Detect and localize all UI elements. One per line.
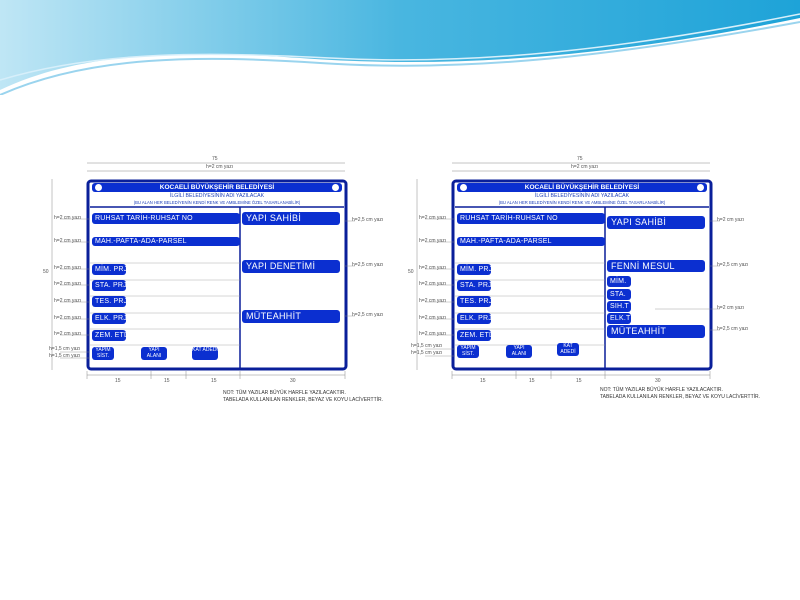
box-text: YAPI DENETİMİ [246, 261, 316, 271]
small-text: KAT ADEDİ [560, 343, 576, 355]
left-note: h=1,5 cm yazı [49, 353, 81, 359]
sub-text: STA. [610, 291, 626, 298]
header-title: KOCAELİ BÜYÜKŞEHİR BELEDİYESİ [159, 183, 275, 191]
bottom-dim: 30 [290, 378, 296, 384]
label-text: ELK. PRJ [460, 315, 492, 322]
top-dimension: 75 [577, 156, 583, 162]
side-dimension: 50 [43, 269, 49, 275]
sub-text: MİM. [610, 278, 627, 285]
left-note: h=2 cm yazı [419, 315, 447, 321]
note-line-2: TABELADA KULLANILAN RENKLER, BEYAZ VE KOYU LACİVERTTİR. [223, 397, 384, 403]
bottom-dim: 15 [164, 378, 170, 384]
field-mah-label: MAH.-PAFTA-ADA-PARSEL [460, 238, 552, 245]
label-sta-prj [92, 280, 126, 291]
small-text: YAPIM SİST. [95, 347, 111, 359]
municipality-note: (BU ALAN HER BELEDİYENİN KENDİ RENK VE AMBLEMİNE ÖZEL TASARLANABİLİR) [498, 200, 666, 205]
right-note: h=2 cm yazı [717, 305, 745, 311]
box-text: MÜTEAHHİT [246, 311, 302, 321]
small-yapim-sist [92, 347, 114, 360]
box-muteahhit [607, 325, 705, 338]
left-sign-diagram [40, 155, 400, 415]
bottom-dim: 15 [529, 378, 535, 384]
right-sign-diagram [405, 155, 765, 415]
right-note: h=2,5 cm yazı [352, 312, 384, 318]
label-mim-prj [92, 264, 126, 275]
small-text: YAPI ALANI [146, 347, 162, 359]
sub-elk [607, 313, 631, 324]
label-zem-etd [457, 330, 495, 341]
header-title: KOCAELİ BÜYÜKŞEHİR BELEDİYESİ [524, 183, 640, 191]
municipality-name: İLGİLİ BELEDİYESİNİN ADI YAZILACAK [169, 193, 265, 199]
field-ruhsat [457, 213, 605, 224]
left-note: h=2 cm yazı [419, 298, 447, 304]
field-mah [457, 237, 605, 246]
left-note: h=2 cm yazı [54, 238, 82, 244]
label-text: TES. PRJ [460, 298, 493, 305]
label-text: STA. PRJ [460, 282, 492, 289]
municipality-note: (BU ALAN HER BELEDİYENİN KENDİ RENK VE AMBLEMİNE ÖZEL TASARLANABİLİR) [133, 200, 301, 205]
label-zem-etd [92, 330, 130, 341]
box-text: FENNİ MESUL [611, 260, 675, 271]
sub-sta [607, 289, 631, 300]
left-note: h=2 cm yazı [54, 331, 82, 337]
label-mim-prj [457, 264, 491, 275]
left-note: h=2 cm yazı [419, 331, 447, 337]
label-text: TES. PRJ [95, 298, 128, 305]
sub-text: ELK.T [610, 315, 631, 322]
label-text: STA. PRJ [95, 282, 127, 289]
label-tes-prj [457, 296, 491, 307]
box-text: YAPI SAHİBİ [611, 217, 667, 227]
small-kat-adedi [557, 343, 579, 356]
left-note: h=2 cm yazı [419, 265, 447, 271]
municipality-name: İLGİLİ BELEDİYESİNİN ADI YAZILACAK [534, 193, 630, 199]
small-yapi-alani [141, 347, 167, 360]
header-bar [457, 183, 707, 192]
bottom-dim: 15 [115, 378, 121, 384]
box-text: MÜTEAHHİT [611, 326, 667, 336]
right-note: h=2,5 cm yazı [352, 262, 384, 268]
left-note: h=2 cm yazı [54, 298, 82, 304]
header-bar [92, 183, 342, 192]
right-note: h=2 cm yazı [717, 217, 745, 223]
label-sta-prj [457, 280, 491, 291]
header-wave-banner [0, 0, 800, 95]
left-note: h=2 cm yazı [419, 281, 447, 287]
box-muteahhit [242, 310, 340, 323]
left-note: h=2 cm yazı [54, 215, 82, 221]
field-ruhsat-label: RUHSAT TARİH-RUHSAT NO [95, 215, 193, 222]
box-yapi-denetimi [242, 260, 340, 273]
top-dimension: 75 [212, 156, 218, 162]
small-text: YAPIM SİST. [460, 345, 476, 357]
bottom-dim: 15 [480, 378, 486, 384]
left-note: h=2 cm yazı [54, 315, 82, 321]
left-note: h=1,5 cm yazı [411, 350, 443, 356]
bottom-dim: 15 [576, 378, 582, 384]
sub-mim [607, 276, 631, 287]
side-dimension: 50 [408, 269, 414, 275]
left-note: h=1,5 cm yazı [49, 346, 81, 352]
width-note: h=2 cm yazı [571, 164, 599, 170]
small-yapim-sist [457, 345, 479, 358]
label-text: ELK. PRJ [95, 315, 127, 322]
width-note: h=2 cm yazı [206, 164, 234, 170]
label-text: MİM. PRJ [460, 266, 493, 273]
small-yapi-alani [506, 345, 532, 358]
label-tes-prj [92, 296, 126, 307]
box-yapi-sahibi [242, 212, 340, 225]
right-note: h=2,5 cm yazı [717, 326, 749, 332]
small-text: YAPI ALANI [511, 345, 527, 357]
box-fenni-mesul [607, 260, 705, 272]
field-mah [92, 237, 240, 246]
field-ruhsat-label: RUHSAT TARİH-RUHSAT NO [460, 215, 558, 222]
left-note: h=2 cm yazı [419, 215, 447, 221]
right-note: h=2,5 cm yazı [352, 217, 384, 223]
small-kat-adedi [192, 347, 218, 360]
left-note: h=2 cm yazı [54, 281, 82, 287]
box-yapi-sahibi [607, 216, 705, 229]
field-ruhsat [92, 213, 240, 224]
label-elk-prj [92, 313, 126, 324]
left-note: h=2 cm yazı [54, 265, 82, 271]
box-text: YAPI SAHİBİ [246, 213, 302, 223]
note-line-2: TABELADA KULLANILAN RENKLER, BEYAZ VE KOYU LACİVERTTİR. [600, 394, 761, 400]
right-note: h=2,5 cm yazı [717, 262, 749, 268]
note-line-1: NOT: TÜM YAZILAR BÜYÜK HARFLE YAZILACAKTIR. [223, 390, 346, 396]
label-elk-prj [457, 313, 491, 324]
bottom-dim: 30 [655, 378, 661, 384]
left-note: h=2 cm yazı [419, 238, 447, 244]
sub-text: SIH.T [610, 303, 629, 310]
label-text: ZEM. ETD [95, 332, 130, 339]
left-note: h=1,5 cm yazı [411, 343, 443, 349]
label-text: MİM. PRJ [95, 266, 128, 273]
label-text: ZEM. ETD [460, 332, 495, 339]
bottom-dim: 15 [211, 378, 217, 384]
note-line-1: NOT: TÜM YAZILAR BÜYÜK HARFLE YAZILACAKTIR. [600, 387, 723, 393]
sub-sih [607, 301, 631, 312]
small-text: KAT ADEDİ [192, 347, 218, 353]
field-mah-label: MAH.-PAFTA-ADA-PARSEL [95, 238, 187, 245]
